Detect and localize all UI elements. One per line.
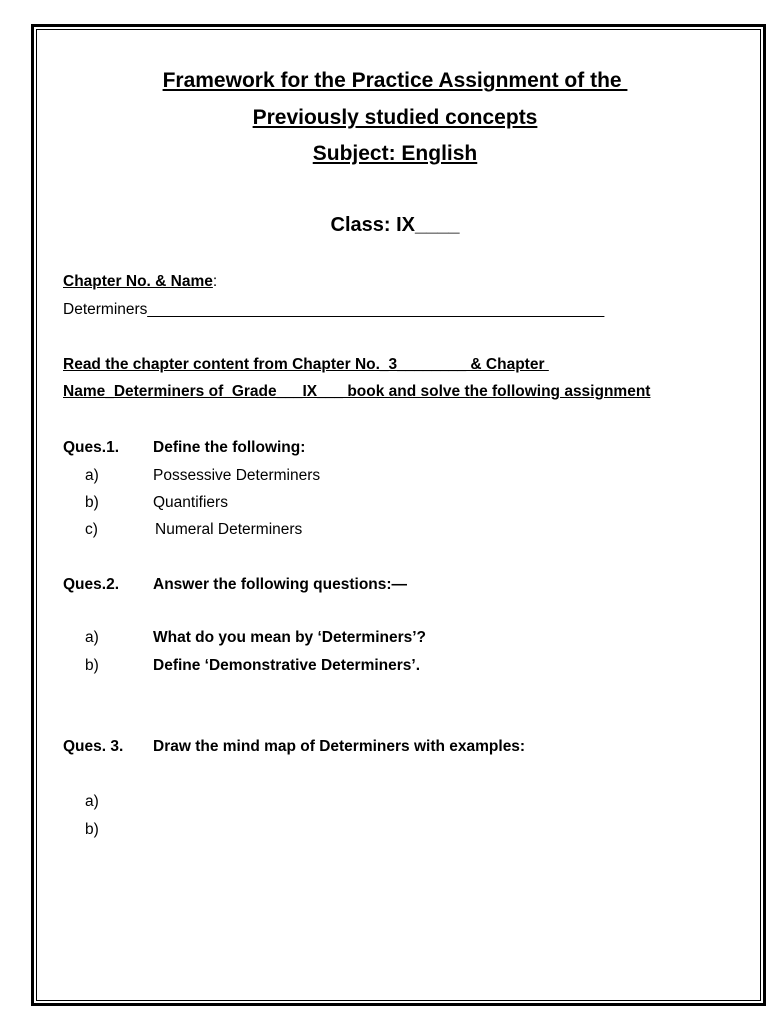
title-line-2: Previously studied concepts [252, 106, 538, 129]
chapter-label-row [63, 273, 217, 291]
q2-item-b-marker: b) [85, 657, 99, 674]
instruction-line-1: Read the chapter content from Chapter No._3________ & Chapter [63, 356, 549, 373]
q1-item-b-marker: b) [85, 494, 99, 511]
instruction-line-2: Name_Determiners of Grade___IX___ book and solve the following assignment [63, 383, 651, 400]
q1-number: Ques.1. [63, 439, 119, 456]
q1-item-a-text: Possessive Determiners [153, 467, 321, 484]
q1-item-b-text: Quantifiers [153, 494, 228, 511]
q3-prompt: Draw the mind map of Determiners with examples: [153, 738, 526, 755]
chapter-label-colon: : [212, 273, 218, 290]
q1-item-c-text: Numeral Determiners [155, 521, 303, 538]
q1-prompt: Define the following: [153, 439, 306, 456]
q2-prompt: Answer the following questions:— [153, 576, 408, 593]
chapter-label: Chapter No. & Name [63, 273, 213, 290]
q1-item-a-marker: a) [85, 467, 99, 484]
class-line: Class: IX____ [330, 214, 460, 236]
q2-item-b-text: Define ‘Demonstrative Determiners’. [153, 657, 421, 674]
title-line-1: Framework for the Practice Assignment of the [162, 69, 628, 92]
q1-item-c-marker: c) [85, 521, 98, 538]
page-border-inner [36, 29, 761, 1001]
q3-item-a-marker: a) [85, 793, 99, 810]
q3-number: Ques. 3. [63, 738, 124, 755]
q2-item-a-text: What do you mean by ‘Determiners’? [153, 629, 427, 646]
q2-number: Ques.2. [63, 576, 119, 593]
q2-item-a-marker: a) [85, 629, 99, 646]
chapter-name-line: Determiners_____________________________________________________ [63, 301, 605, 318]
title-subject: Subject: English [312, 142, 478, 165]
q3-item-b-marker: b) [85, 821, 99, 838]
